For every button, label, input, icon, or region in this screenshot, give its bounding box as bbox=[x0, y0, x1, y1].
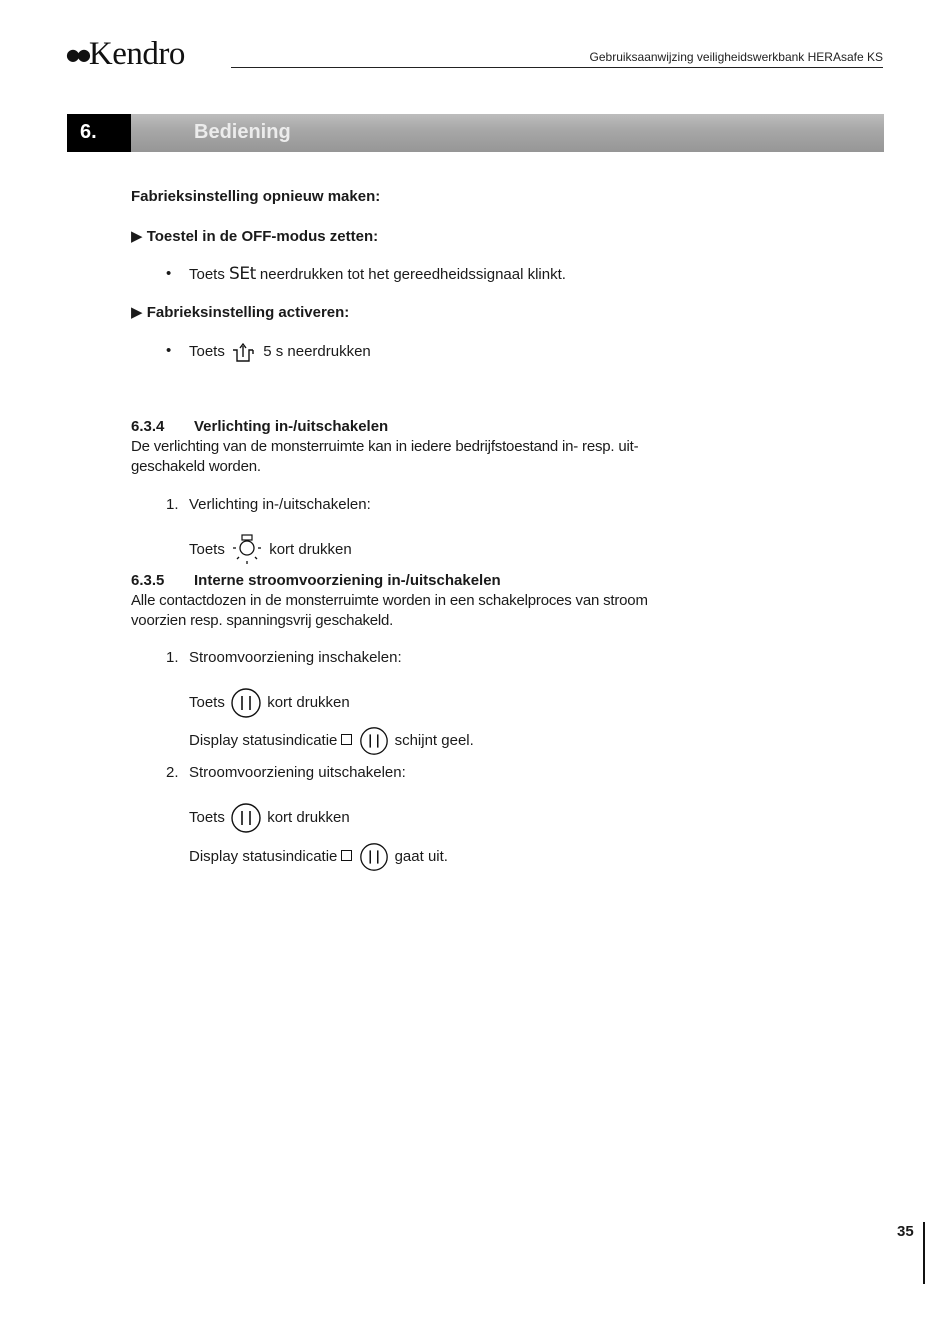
kendro-logo bbox=[66, 36, 185, 73]
lighting-number: 6.3.4 bbox=[131, 418, 165, 435]
display-on-suffix: schijnt geel. bbox=[394, 731, 474, 749]
toets-label: Toets bbox=[189, 266, 225, 283]
logo-dots-icon: ●● bbox=[66, 45, 88, 64]
lighting-step-label: Verlichting in-/uitschakelen: bbox=[189, 496, 371, 513]
lighting-title: Verlichting in-/uitschakelen bbox=[194, 418, 389, 435]
list-number: 1. bbox=[166, 496, 179, 513]
bullet: • bbox=[166, 265, 172, 282]
power-off-step-label: Stroomvoorziening uitschakelen: bbox=[189, 764, 406, 781]
activate-suffix: 5 s neerdrukken bbox=[263, 342, 371, 360]
list-number: 1. bbox=[166, 649, 179, 666]
lighting-suffix: kort drukken bbox=[269, 540, 352, 558]
off-mode-heading: ▶ Toestel in de OFF-modus zetten: bbox=[131, 228, 379, 245]
power-off-display bbox=[189, 841, 448, 873]
power-on-instruction bbox=[189, 687, 350, 719]
set-key: SEt bbox=[229, 264, 256, 284]
off-mode-suffix: neerdrukken tot het gereedheidssignaal klinkt. bbox=[259, 266, 566, 283]
display-off-suffix: gaat uit. bbox=[394, 847, 448, 865]
toets-label: Toets bbox=[189, 693, 225, 711]
off-mode-instruction bbox=[189, 264, 566, 285]
power-heading bbox=[131, 572, 501, 589]
power-off-instruction bbox=[189, 802, 350, 834]
light-icon bbox=[229, 533, 265, 567]
toets-label: Toets bbox=[189, 342, 225, 360]
section-title: Bediening bbox=[194, 121, 291, 143]
section-number-box bbox=[67, 114, 131, 152]
document-title: Gebruiksaanwijzing veiligheidswerkbank HERAsafe KS bbox=[589, 50, 883, 64]
power-off-suffix: kort drukken bbox=[267, 808, 350, 826]
factory-reset-heading: Fabrieksinstelling opnieuw maken: bbox=[131, 188, 381, 205]
page-number: 35 bbox=[897, 1223, 914, 1240]
list-number: 2. bbox=[166, 764, 179, 781]
power-on-display bbox=[189, 725, 474, 757]
toets-label: Toets bbox=[189, 808, 225, 826]
display-label: Display statusindicatie bbox=[189, 731, 338, 749]
activate-instruction bbox=[189, 341, 371, 363]
activate-heading: ▶ Fabrieksinstelling activeren: bbox=[131, 304, 350, 321]
socket-icon bbox=[358, 841, 390, 873]
section-number: 6. bbox=[80, 121, 97, 143]
status-square-icon bbox=[341, 850, 352, 861]
socket-icon bbox=[229, 802, 263, 834]
page-number-rule bbox=[923, 1222, 925, 1284]
lighting-instruction bbox=[189, 533, 352, 567]
power-on-suffix: kort drukken bbox=[267, 693, 350, 711]
display-label: Display statusindicatie bbox=[189, 847, 338, 865]
toets-label: Toets bbox=[189, 540, 225, 558]
logo-text: Kendro bbox=[88, 36, 185, 72]
header-rule bbox=[231, 67, 883, 68]
power-on-step-label: Stroomvoorziening inschakelen: bbox=[189, 649, 402, 666]
socket-icon bbox=[358, 725, 390, 757]
power-description: Alle contactdozen in de monsterruimte worden in een schakelproces van stroom voorzien resp. spanningsvrij geschakeld. bbox=[131, 592, 648, 629]
lighting-heading bbox=[131, 418, 388, 435]
power-number: 6.3.5 bbox=[131, 572, 165, 589]
socket-icon bbox=[229, 687, 263, 719]
lighting-description: De verlichting van de monsterruimte kan in iedere bedrijfstoestand in- resp. uit-geschakeld worden. bbox=[131, 438, 639, 475]
bullet: • bbox=[166, 342, 172, 359]
sash-up-icon bbox=[229, 341, 259, 363]
power-title: Interne stroomvoorziening in-/uitschakelen bbox=[194, 572, 501, 589]
status-square-icon bbox=[341, 734, 352, 745]
